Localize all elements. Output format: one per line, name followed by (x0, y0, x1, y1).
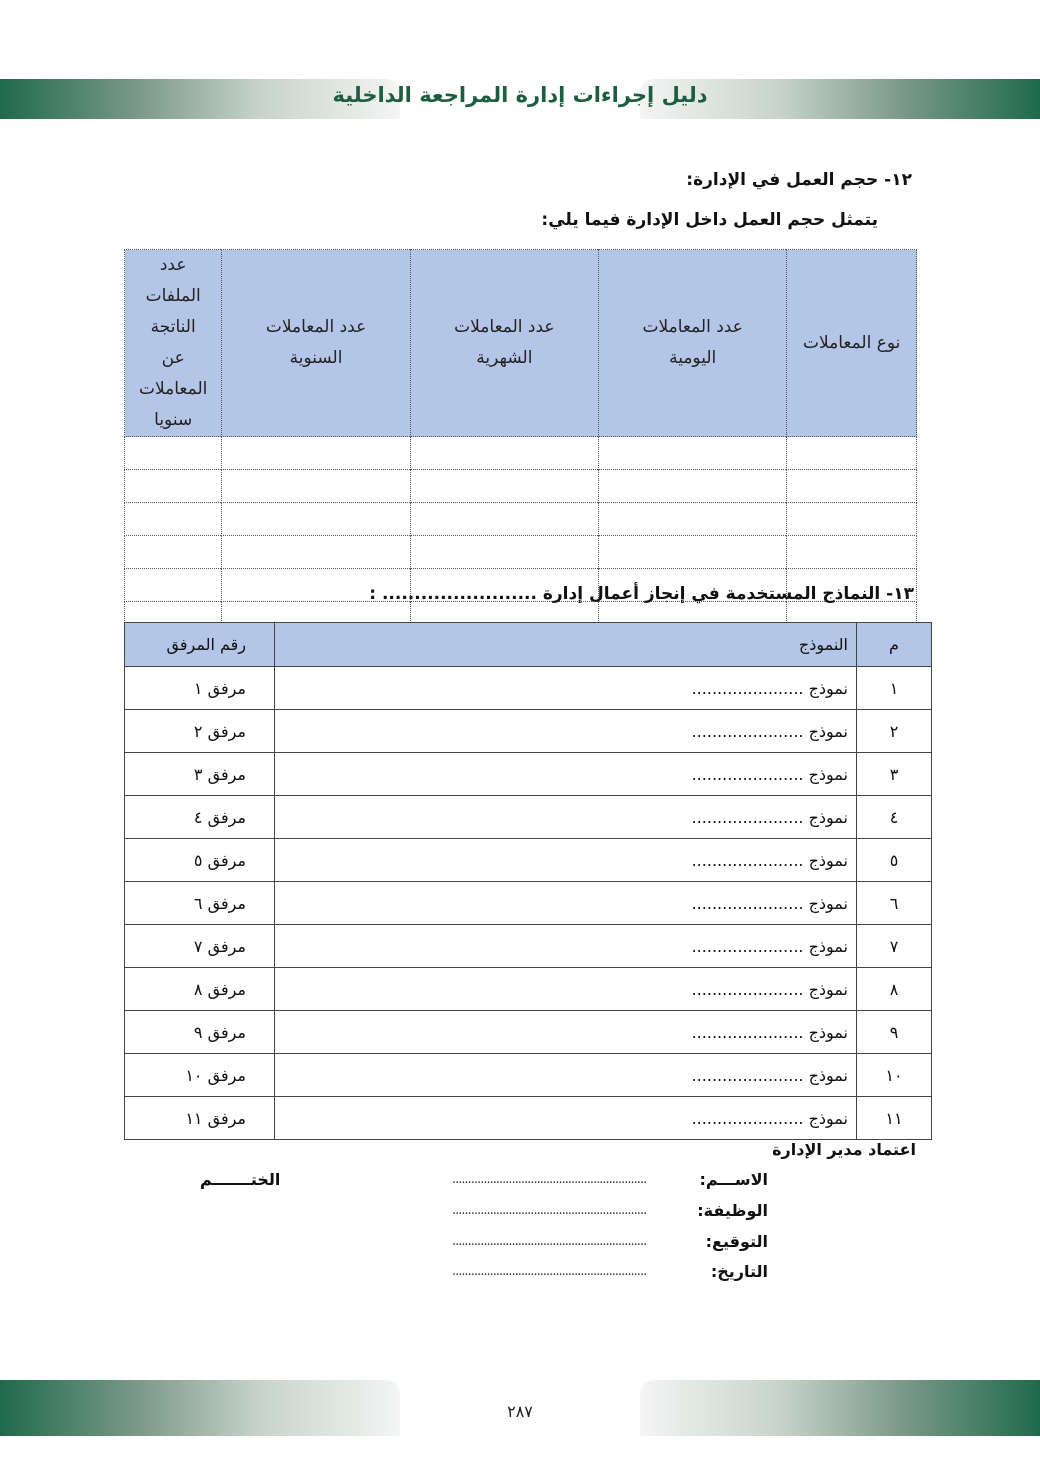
document-title: دليل إجراءات إدارة المراجعة الداخلية (332, 83, 708, 107)
name-field[interactable]: .............................................................. (452, 1172, 647, 1187)
forms-table-row (125, 839, 932, 882)
row-form: نموذج ...................... (275, 968, 857, 1011)
workload-cell[interactable] (125, 470, 222, 503)
col-transaction-type: نوع المعاملات (787, 250, 917, 437)
row-attachment: مرفق ١٠ (125, 1054, 275, 1097)
row-attachment: مرفق ١١ (125, 1097, 275, 1140)
workload-cell[interactable] (222, 536, 410, 569)
forms-table (124, 622, 932, 1140)
workload-cell[interactable] (125, 536, 222, 569)
workload-cell[interactable] (599, 503, 787, 536)
row-index: ٨ (857, 968, 932, 1011)
col-daily: عدد المعاملات اليومية (599, 250, 787, 437)
workload-cell[interactable] (787, 470, 917, 503)
row-index: ٥ (857, 839, 932, 882)
row-attachment: مرفق ٥ (125, 839, 275, 882)
workload-table-header (125, 250, 917, 437)
row-attachment: مرفق ٧ (125, 925, 275, 968)
workload-cell[interactable] (222, 470, 410, 503)
workload-cell[interactable] (787, 536, 917, 569)
row-form: نموذج ...................... (275, 753, 857, 796)
workload-cell[interactable] (787, 437, 917, 470)
row-index: ٦ (857, 882, 932, 925)
row-index: ٤ (857, 796, 932, 839)
row-form: نموذج ...................... (275, 1097, 857, 1140)
forms-table-header (125, 623, 932, 667)
row-attachment: مرفق ٤ (125, 796, 275, 839)
workload-cell[interactable] (410, 536, 598, 569)
row-form: نموذج ...................... (275, 882, 857, 925)
date-field[interactable]: .............................................................. (452, 1264, 647, 1279)
workload-cell[interactable] (125, 569, 222, 602)
workload-cell[interactable] (125, 437, 222, 470)
row-attachment: مرفق ١ (125, 667, 275, 710)
workload-cell[interactable] (599, 536, 787, 569)
forms-table-row (125, 1054, 932, 1097)
workload-cell[interactable] (222, 437, 410, 470)
approval-title: اعتماد مدير الإدارة (772, 1140, 916, 1159)
workload-cell[interactable] (599, 470, 787, 503)
date-label: التاريخ: (710, 1262, 768, 1281)
name-label: الاســـم: (699, 1170, 768, 1189)
forms-table-row (125, 1097, 932, 1140)
job-title-field[interactable]: .............................................................. (452, 1203, 647, 1218)
col-attachment: رقم المرفق (125, 623, 275, 667)
forms-table-row (125, 710, 932, 753)
col-monthly: عدد المعاملات الشهرية (410, 250, 598, 437)
forms-table-row (125, 882, 932, 925)
col-index: م (857, 623, 932, 667)
forms-table-row (125, 1011, 932, 1054)
row-attachment: مرفق ٨ (125, 968, 275, 1011)
workload-cell[interactable] (410, 470, 598, 503)
workload-table-row (125, 437, 917, 470)
section-12-intro: يتمثل حجم العمل داخل الإدارة فيما يلي: (541, 210, 878, 230)
row-index: ١ (857, 667, 932, 710)
row-form: نموذج ...................... (275, 925, 857, 968)
forms-table-row (125, 667, 932, 710)
row-form: نموذج ...................... (275, 667, 857, 710)
signature-field[interactable]: .............................................................. (452, 1234, 647, 1249)
row-index: ٣ (857, 753, 932, 796)
workload-table-row (125, 470, 917, 503)
workload-cell[interactable] (599, 437, 787, 470)
row-form: نموذج ...................... (275, 1054, 857, 1097)
workload-cell[interactable] (787, 503, 917, 536)
seal-label: الختـــــــم (200, 1170, 281, 1189)
workload-cell[interactable] (410, 503, 598, 536)
row-attachment: مرفق ٣ (125, 753, 275, 796)
page-number: ٢٨٧ (507, 1402, 533, 1421)
row-index: ١١ (857, 1097, 932, 1140)
page-footer-band (0, 1380, 1040, 1436)
signature-label: التوقيع: (705, 1232, 768, 1251)
row-index: ٩ (857, 1011, 932, 1054)
workload-cell[interactable] (222, 503, 410, 536)
row-form: نموذج ...................... (275, 710, 857, 753)
row-form: نموذج ...................... (275, 1011, 857, 1054)
row-form: نموذج ...................... (275, 796, 857, 839)
job-title-label: الوظيفة: (697, 1201, 768, 1220)
section-12-heading: ١٢- حجم العمل في الإدارة: (686, 170, 912, 190)
col-files-yearly: عدد الملفات الناتجة عن المعاملات سنويا (125, 250, 222, 437)
row-index: ١٠ (857, 1054, 932, 1097)
col-yearly: عدد المعاملات السنوية (222, 250, 410, 437)
row-attachment: مرفق ٢ (125, 710, 275, 753)
workload-table-row (125, 536, 917, 569)
row-attachment: مرفق ٩ (125, 1011, 275, 1054)
row-form: نموذج ...................... (275, 839, 857, 882)
forms-table-row (125, 753, 932, 796)
page-header-band (0, 79, 1040, 119)
forms-table-row (125, 925, 932, 968)
section-13-heading: ١٣- النماذج المستخدمة في إنجاز أعمال إدارة ........................ : (369, 584, 914, 604)
col-form: النموذج (275, 623, 857, 667)
workload-table (124, 249, 917, 635)
row-index: ٧ (857, 925, 932, 968)
forms-table-row (125, 968, 932, 1011)
workload-cell[interactable] (410, 437, 598, 470)
workload-table-row (125, 503, 917, 536)
workload-cell[interactable] (125, 503, 222, 536)
forms-table-row (125, 796, 932, 839)
row-index: ٢ (857, 710, 932, 753)
row-attachment: مرفق ٦ (125, 882, 275, 925)
